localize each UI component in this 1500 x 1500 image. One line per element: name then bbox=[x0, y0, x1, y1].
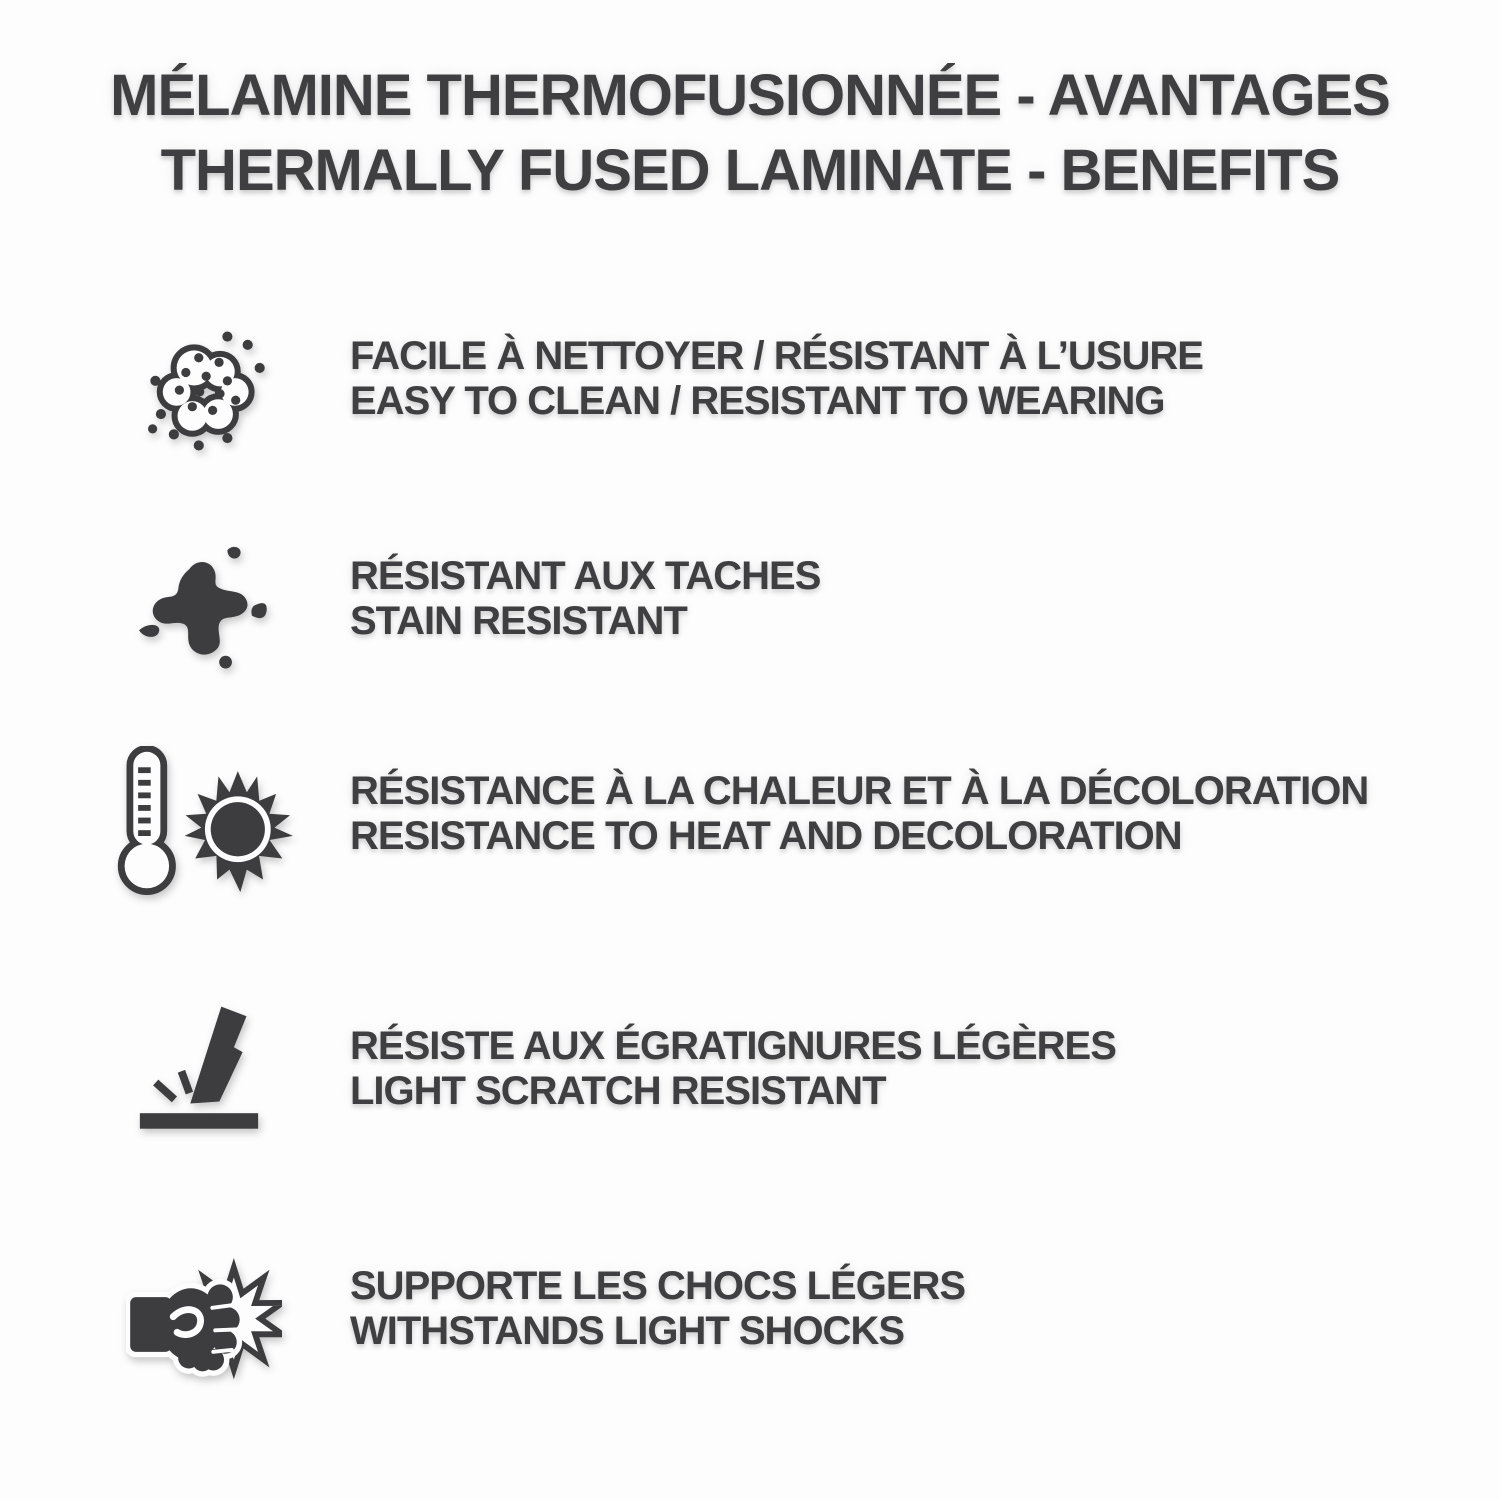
benefit-text-en: WITHSTANDS LIGHT SHOCKS bbox=[350, 1309, 905, 1354]
benefit-text-fr: RÉSISTANT AUX TACHES bbox=[350, 554, 821, 598]
benefit-text-en: STAIN RESISTANT bbox=[350, 599, 687, 644]
benefit-text-en: EASY TO CLEAN / RESISTANT TO WEARING bbox=[350, 379, 1165, 424]
benefit-text-fr: SUPPORTE LES CHOCS LÉGERS bbox=[350, 1264, 966, 1308]
page-title bbox=[0, 58, 1500, 209]
crumbs-icon bbox=[148, 330, 268, 452]
title-line-english: THERMALLY FUSED LAMINATE - BENEFITS bbox=[160, 138, 1340, 204]
fist-impact-icon bbox=[126, 1258, 282, 1390]
title-line-french: MÉLAMINE THERMOFUSIONNÉE - AVANTAGES bbox=[110, 63, 1390, 128]
benefit-text bbox=[350, 1024, 1116, 1114]
stain-splat-icon bbox=[128, 542, 274, 674]
thermometer-sun-icon bbox=[108, 746, 296, 896]
benefit-text bbox=[350, 769, 1368, 859]
benefit-text-fr: RÉSISTANCE À LA CHALEUR ET À LA DÉCOLORATION bbox=[350, 769, 1369, 813]
benefit-text-en: LIGHT SCRATCH RESISTANT bbox=[350, 1069, 886, 1114]
benefit-text bbox=[350, 554, 820, 644]
benefit-text-en: RESISTANCE TO HEAT AND DECOLORATION bbox=[350, 814, 1182, 859]
benefit-text bbox=[350, 1264, 965, 1354]
benefit-text-fr: FACILE À NETTOYER / RÉSISTANT À L’USURE bbox=[350, 334, 1203, 378]
benefit-text-fr: RÉSISTE AUX ÉGRATIGNURES LÉGÈRES bbox=[350, 1024, 1116, 1068]
scratch-blade-icon bbox=[136, 1006, 262, 1138]
benefit-text bbox=[350, 334, 1203, 424]
